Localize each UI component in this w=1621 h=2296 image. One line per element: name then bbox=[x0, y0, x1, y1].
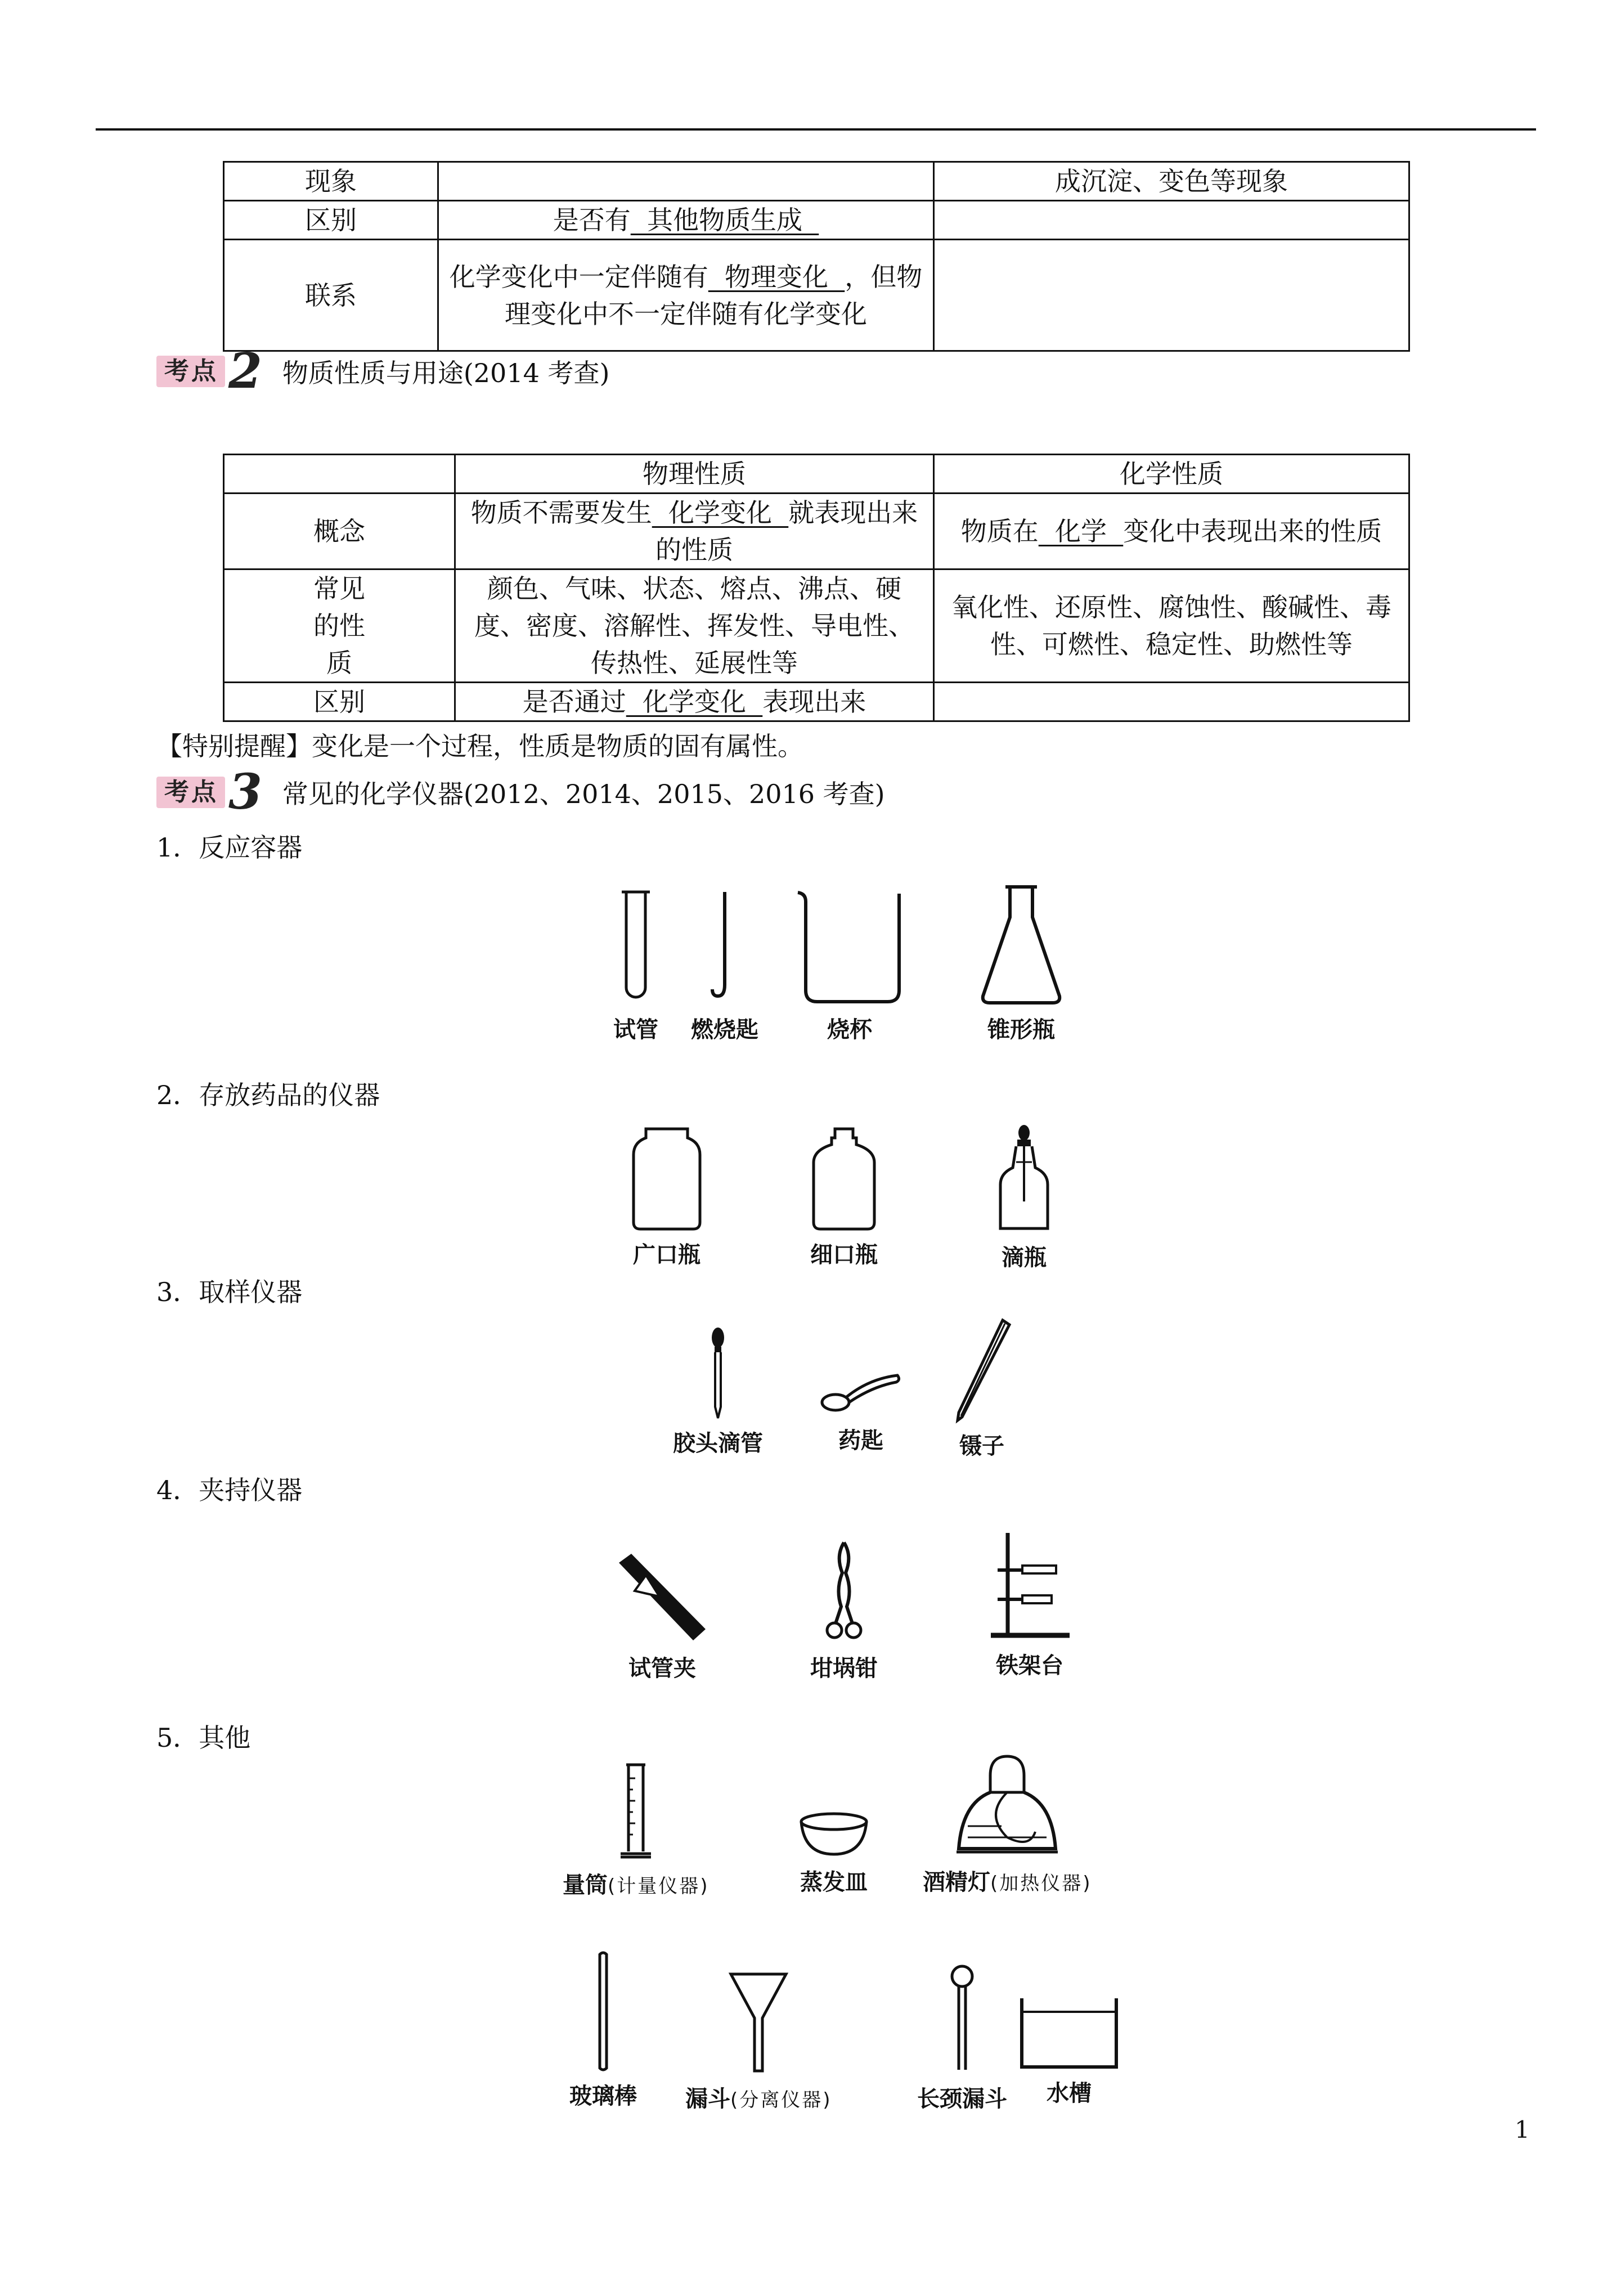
property-table bbox=[223, 454, 1410, 722]
answer-text: 化学变化 bbox=[643, 687, 746, 717]
section-title: 1．反应容器 bbox=[156, 832, 303, 863]
item-label: 试管 bbox=[613, 1017, 658, 1043]
table-cell bbox=[934, 240, 1409, 351]
item-label: 细口瓶 bbox=[810, 1242, 878, 1268]
table-cell bbox=[438, 162, 934, 201]
item-label bbox=[685, 2081, 832, 2113]
graduated-cylinder-item bbox=[563, 1761, 710, 1899]
special-reminder: 【特别提醒】变化是一个过程，性质是物质的固有属性。 bbox=[156, 731, 803, 761]
table-cell bbox=[438, 201, 934, 240]
answer-text: 化学变化 bbox=[668, 497, 772, 528]
item-label: 烧杯 bbox=[827, 1017, 872, 1043]
label-note: (加热仪器) bbox=[990, 1872, 1092, 1895]
row-header: 联系 bbox=[224, 240, 438, 351]
rubber-dropper-item bbox=[673, 1325, 763, 1458]
conical-flask-item bbox=[976, 884, 1066, 1044]
item-label: 镊子 bbox=[959, 1433, 1004, 1459]
table-row bbox=[224, 201, 1409, 240]
wide-mouth-bottle-icon bbox=[630, 1125, 703, 1232]
column-header: 化学性质 bbox=[934, 455, 1409, 494]
answer-text: 物理变化 bbox=[725, 261, 828, 292]
iron-stand-item bbox=[987, 1531, 1072, 1680]
section-title: 3．取样仪器 bbox=[156, 1277, 303, 1307]
table-cell bbox=[934, 683, 1409, 721]
crucible-tongs-item bbox=[810, 1539, 878, 1683]
row-header: 现象 bbox=[224, 162, 438, 201]
table-cell: 颜色、气味、状态、熔点、沸点、硬度、密度、溶解性、挥发性、导电性、传热性、延展性等 bbox=[455, 569, 934, 683]
alcohol-lamp-item bbox=[923, 1753, 1092, 1896]
item-label: 试管夹 bbox=[628, 1656, 696, 1681]
item-label: 燃烧匙 bbox=[691, 1017, 758, 1043]
test-tube-item bbox=[613, 889, 658, 1044]
water-trough-item bbox=[1018, 1995, 1120, 2107]
rubber-dropper-icon bbox=[701, 1325, 735, 1421]
header-text: 常见的性质 bbox=[313, 573, 365, 678]
cell-text: 表现出来 bbox=[762, 687, 866, 717]
kaodian-number: 3 bbox=[228, 764, 262, 820]
combustion-spoon-icon bbox=[708, 889, 742, 1007]
kaodian-number: 2 bbox=[228, 343, 262, 400]
item-label: 锥形瓶 bbox=[987, 1017, 1055, 1043]
long-neck-funnel-icon bbox=[940, 1964, 985, 2077]
test-tube-icon bbox=[616, 889, 655, 1007]
row-header: 区别 bbox=[224, 683, 455, 721]
glass-rod-icon bbox=[592, 1950, 614, 2074]
section-title: 5．其他 bbox=[156, 1723, 251, 1753]
item-label: 水槽 bbox=[1047, 2080, 1092, 2106]
cell-text: 物质不需要发生 bbox=[470, 497, 652, 528]
item-label: 胶头滴管 bbox=[673, 1430, 763, 1456]
label-note: (计量仪器) bbox=[608, 1875, 710, 1898]
table-cell bbox=[934, 201, 1409, 240]
label-name: 酒精灯 bbox=[923, 1869, 990, 1895]
tweezers-icon bbox=[951, 1317, 1013, 1424]
table-cell bbox=[438, 240, 934, 351]
cell-text: 就表现出来的性质 bbox=[655, 497, 918, 565]
crucible-tongs-icon bbox=[819, 1539, 869, 1646]
table-cell bbox=[455, 494, 934, 569]
header-rule bbox=[96, 128, 1536, 131]
label-name: 漏斗 bbox=[685, 2086, 730, 2112]
row-header bbox=[224, 569, 455, 683]
answer-text: 其他物质生成 bbox=[647, 205, 802, 235]
medicine-spoon-icon bbox=[819, 1367, 903, 1418]
column-header: 物理性质 bbox=[455, 455, 934, 494]
kaodian-title: 物质性质与用途(2014 考查) bbox=[282, 358, 610, 388]
graduated-cylinder-icon bbox=[616, 1761, 655, 1863]
narrow-mouth-bottle-icon bbox=[810, 1125, 878, 1232]
beaker-item bbox=[793, 889, 906, 1044]
iron-stand-icon bbox=[987, 1531, 1072, 1643]
table-row bbox=[224, 494, 1409, 569]
funnel-icon bbox=[728, 1970, 789, 2077]
item-label: 长颈漏斗 bbox=[917, 2086, 1007, 2112]
answer-text: 化学 bbox=[1055, 516, 1107, 546]
table-cell bbox=[934, 494, 1409, 569]
blank-answer bbox=[652, 497, 789, 528]
table-cell: 成沉淀、变色等现象 bbox=[934, 162, 1409, 201]
item-label: 药匙 bbox=[838, 1428, 883, 1454]
label-note: (分离仪器) bbox=[730, 2089, 832, 2111]
page-number: 1 bbox=[1515, 2116, 1530, 2143]
cell-text: 物质在 bbox=[960, 516, 1039, 546]
narrow-mouth-bottle-item bbox=[810, 1125, 878, 1269]
table-cell bbox=[455, 683, 934, 721]
section-title: 2．存放药品的仪器 bbox=[156, 1080, 380, 1110]
kaodian-badge: 考点 bbox=[156, 777, 225, 808]
column-header bbox=[224, 455, 455, 494]
alcohol-lamp-icon bbox=[951, 1753, 1063, 1860]
table-row bbox=[224, 162, 1409, 201]
cell-text: ，但物理变化中不一定伴随有化学变化 bbox=[505, 261, 923, 329]
dropper-bottle-item bbox=[996, 1123, 1052, 1272]
blank-answer bbox=[626, 687, 763, 717]
item-label: 坩埚钳 bbox=[810, 1656, 878, 1681]
wide-mouth-bottle-item bbox=[630, 1125, 703, 1269]
row-header: 区别 bbox=[224, 201, 438, 240]
table-row bbox=[224, 683, 1409, 721]
row-header: 概念 bbox=[224, 494, 455, 569]
evaporating-dish-icon bbox=[797, 1809, 870, 1860]
funnel-item bbox=[685, 1970, 832, 2113]
kaodian-title: 常见的化学仪器(2012、2014、2015、2016 考查) bbox=[282, 779, 885, 809]
glass-rod-item bbox=[569, 1950, 637, 2110]
cell-text: 是否通过 bbox=[522, 687, 626, 717]
table-row bbox=[224, 569, 1409, 683]
table-row bbox=[224, 455, 1409, 494]
kaodian-2-heading bbox=[156, 343, 610, 400]
medicine-spoon-item bbox=[819, 1367, 903, 1455]
cell-text: 化学变化中一定伴随有 bbox=[449, 261, 708, 292]
evaporating-dish-item bbox=[797, 1809, 870, 1896]
blank-answer bbox=[708, 262, 845, 292]
item-label: 铁架台 bbox=[996, 1653, 1063, 1679]
item-label: 滴瓶 bbox=[1002, 1245, 1047, 1271]
water-trough-icon bbox=[1018, 1995, 1120, 2071]
item-label: 蒸发皿 bbox=[800, 1869, 868, 1895]
kaodian-badge: 考点 bbox=[156, 356, 225, 387]
table-cell: 氧化性、还原性、腐蚀性、酸碱性、毒性、可燃性、稳定性、助燃性等 bbox=[934, 569, 1409, 683]
test-tube-clamp-icon bbox=[614, 1550, 710, 1646]
beaker-icon bbox=[793, 889, 906, 1007]
dropper-bottle-icon bbox=[996, 1123, 1052, 1235]
table-row bbox=[224, 240, 1409, 351]
test-tube-clamp-item bbox=[614, 1550, 710, 1683]
blank-answer bbox=[631, 205, 819, 235]
tweezers-item bbox=[951, 1317, 1013, 1460]
kaodian-3-heading bbox=[156, 764, 885, 820]
cell-text: 是否有 bbox=[553, 205, 631, 235]
section-title: 4．夹持仪器 bbox=[156, 1475, 303, 1505]
label-name: 量筒 bbox=[563, 1872, 608, 1898]
cell-text: 变化中表现出来的性质 bbox=[1123, 516, 1382, 546]
item-label: 广口瓶 bbox=[633, 1242, 701, 1268]
blank-answer bbox=[1039, 516, 1124, 546]
conical-flask-icon bbox=[976, 884, 1066, 1007]
item-label bbox=[563, 1867, 710, 1899]
item-label bbox=[923, 1864, 1092, 1896]
change-comparison-table bbox=[223, 161, 1410, 352]
combustion-spoon-item bbox=[691, 889, 758, 1044]
long-neck-funnel-item bbox=[917, 1964, 1007, 2113]
item-label: 玻璃棒 bbox=[569, 2083, 637, 2109]
